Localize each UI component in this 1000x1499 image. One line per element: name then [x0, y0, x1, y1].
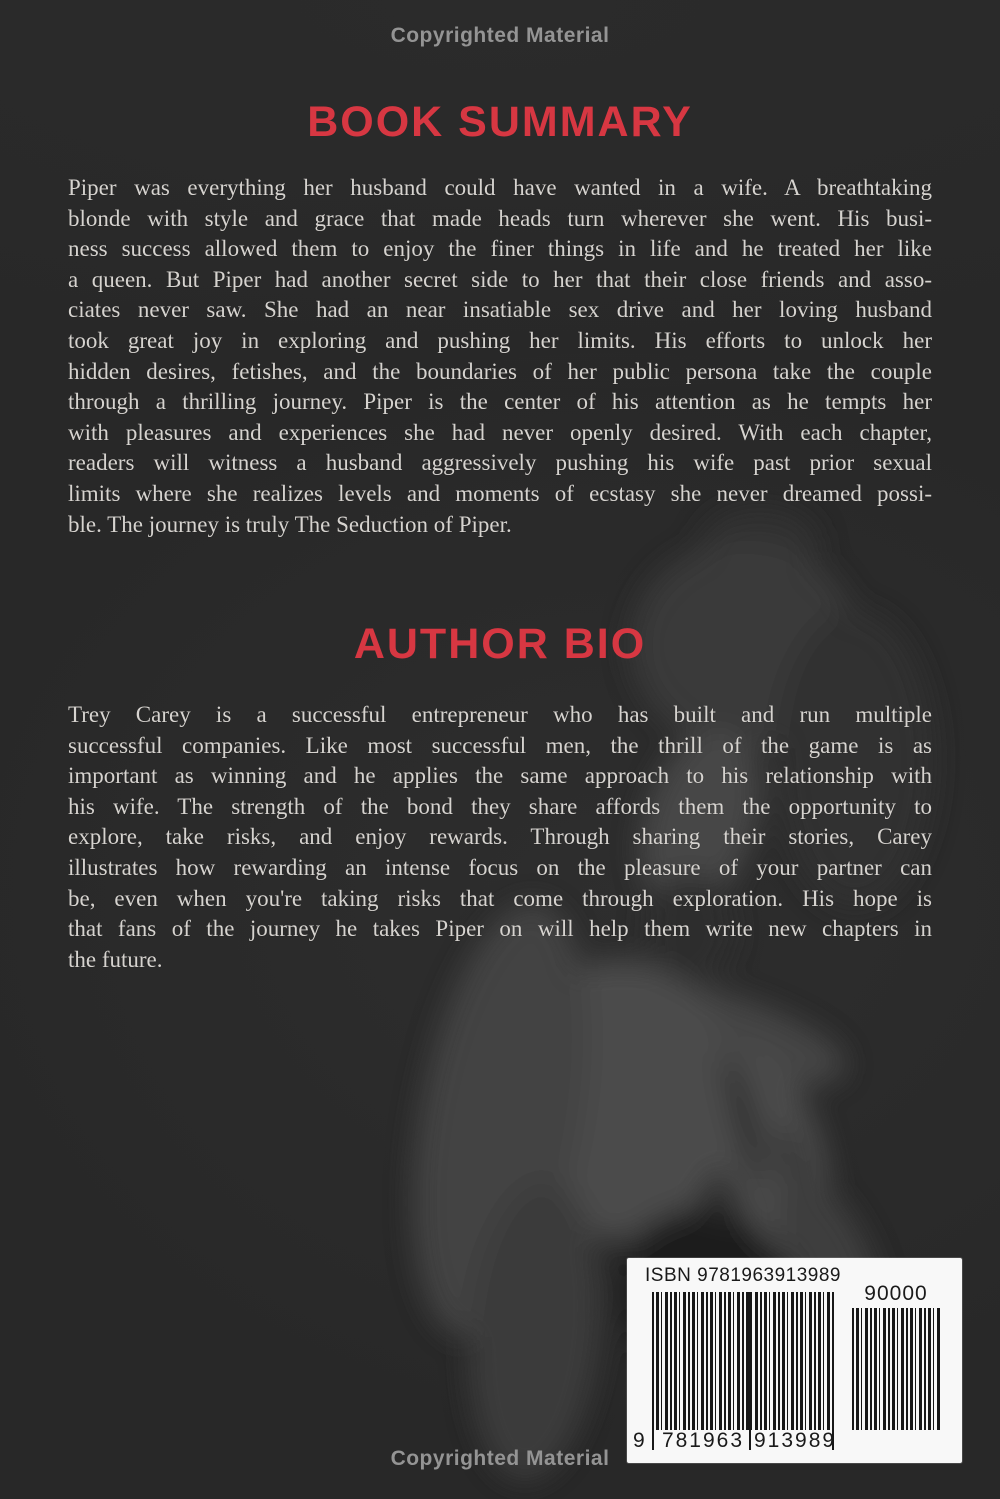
- text-line: Piper was everything her husband could have wanted in a wife. A breathtaking: [68, 175, 932, 200]
- author-bio-text: [68, 700, 932, 975]
- text-line: his wife. The strength of the bond they share affords them the opportunity to: [68, 793, 932, 819]
- text-line: readers will witness a husband aggressively pushing his wife past prior sexual: [68, 450, 932, 476]
- text-line: ness success allowed them to enjoy the finer things in life and he treated her like: [68, 236, 932, 262]
- author-bio-heading: AUTHOR BIO: [353, 620, 647, 668]
- barcode-guard-bar: [832, 1292, 834, 1450]
- text-line: Trey Carey is a successful entrepreneur who has built and run multiple: [68, 702, 932, 727]
- text-line: be, even when you're taking risks that come through exploration. His hope is: [68, 885, 932, 911]
- ean13-barcode-stripes: [652, 1292, 834, 1430]
- text-line: that fans of the journey he takes Piper on will help them write new chapters in: [68, 916, 932, 942]
- text-line: through a thrilling journey. Piper is the center of his attention as he tempts her: [68, 389, 932, 415]
- text-line: illustrates how rewarding an intense focus on the pleasure of your partner can: [68, 854, 932, 880]
- text-line: ble. The journey is truly The Seduction of Piper.: [68, 511, 512, 537]
- barcode-guard-bar: [652, 1292, 654, 1450]
- book-summary-text: [68, 173, 932, 540]
- copyright-watermark-bottom: Copyrighted Material: [390, 1447, 610, 1470]
- isbn-number-label: ISBN 9781963913989: [645, 1265, 841, 1286]
- copyright-watermark-top: Copyrighted Material: [390, 24, 610, 47]
- text-line: took great joy in exploring and pushing her limits. His efforts to unlock her: [68, 327, 932, 353]
- book-summary-heading: BOOK SUMMARY: [307, 98, 693, 146]
- text-line: limits where she realizes levels and moments of ecstasy she never dreamed possi-: [68, 480, 932, 506]
- barcode-price-code: 90000: [864, 1282, 928, 1305]
- barcode-digit-group: 781963: [661, 1429, 745, 1452]
- barcode-digit-lead: 9: [633, 1429, 645, 1452]
- text-line: ciates never saw. She had an near insatiable sex drive and her loving husband: [68, 297, 932, 323]
- text-line: important as winning and he applies the same approach to his relationship with: [68, 763, 932, 789]
- price-supplement-barcode-stripes: [852, 1308, 940, 1430]
- text-line: the future.: [68, 946, 163, 972]
- isbn-barcode-block: [627, 1258, 962, 1463]
- text-line: with pleasures and experiences she had never openly desired. With each chapter,: [68, 419, 932, 445]
- barcode-digit-group: 913989: [754, 1429, 837, 1452]
- text-line: successful companies. Like most successful men, the thrill of the game is as: [68, 732, 932, 758]
- text-line: a queen. But Piper had another secret side to her that their close friends and asso-: [68, 266, 932, 292]
- text-line: blonde with style and grace that made heads turn wherever she went. His busi-: [68, 205, 932, 231]
- text-line: hidden desires, fetishes, and the boundaries of her public persona take the couple: [68, 358, 932, 384]
- barcode-guard-bar: [749, 1292, 751, 1450]
- text-line: explore, take risks, and enjoy rewards. Through sharing their stories, Carey: [68, 824, 932, 850]
